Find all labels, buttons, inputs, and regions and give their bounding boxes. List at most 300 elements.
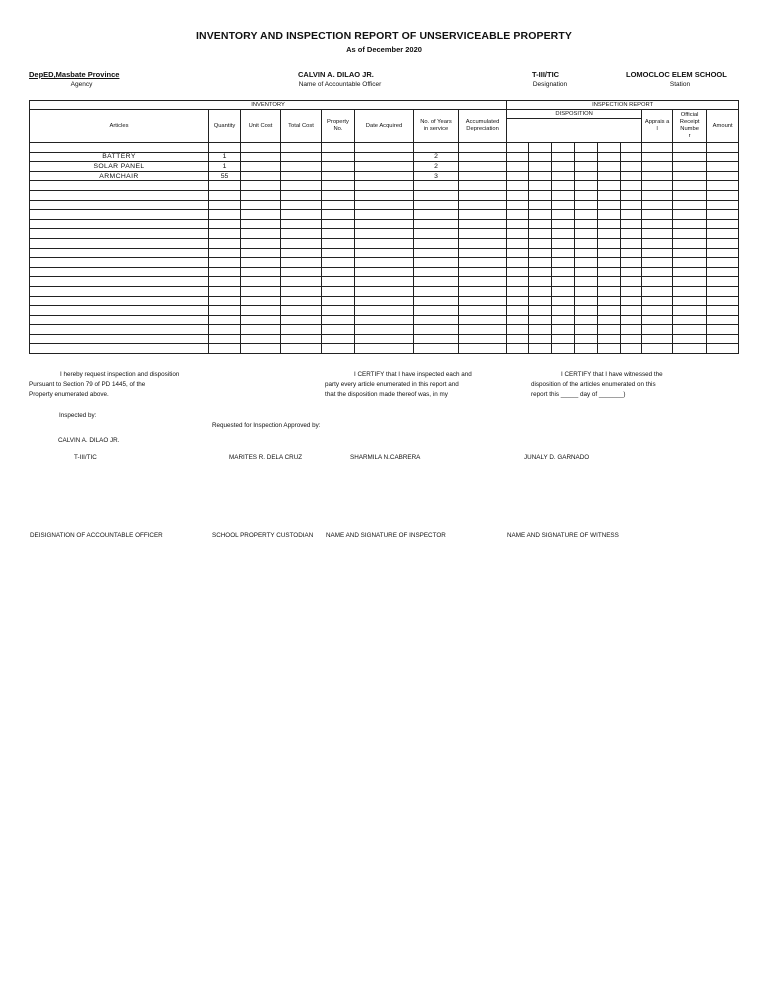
table-cell [707,210,739,220]
table-cell [673,152,707,162]
table-cell [355,171,414,181]
table-row [30,334,739,344]
table-cell [575,277,598,287]
inspection-header: INSPECTION REPORT [507,101,739,110]
table-cell [575,296,598,306]
table-row [30,200,739,210]
table-cell [575,152,598,162]
report-title: INVENTORY AND INSPECTION REPORT OF UNSERVICEABLE PROPERTY [196,30,572,42]
table-cell [241,277,281,287]
table-cell [209,296,241,306]
table-cell [414,296,459,306]
table-cell [621,248,642,258]
designation-value: T-III/TIC [532,70,560,79]
table-cell [241,171,281,181]
col-depreciation: Accumulated Depreciation [459,110,507,143]
table-cell [209,181,241,191]
table-cell [707,306,739,316]
table-cell [322,171,355,181]
table-cell [459,181,507,191]
table-cell [30,315,209,325]
table-cell [621,325,642,335]
table-cell [552,296,575,306]
table-cell [241,190,281,200]
table-cell [621,296,642,306]
table-cell [575,248,598,258]
table-cell [414,190,459,200]
table-cell [281,286,322,296]
table-cell [322,286,355,296]
table-cell [209,200,241,210]
table-cell [507,267,529,277]
table-cell [529,210,552,220]
approved-by-label: Requested for Inspection Approved by: [212,422,321,429]
table-cell [507,344,529,354]
table-cell [621,200,642,210]
table-cell [621,210,642,220]
table-cell [459,219,507,229]
label-accountable-officer: DEISIGNATION OF ACCOUNTABLE OFFICER [30,532,163,539]
table-row [30,286,739,296]
table-row [30,219,739,229]
table-row [30,210,739,220]
table-cell [209,334,241,344]
table-cell [241,248,281,258]
witness-name: JUNALY D. GARNADO [524,454,590,461]
table-cell [575,238,598,248]
table-cell [459,267,507,277]
table-cell [529,229,552,239]
table-cell [355,325,414,335]
cell-years: 2 [414,162,459,172]
table-cell [241,238,281,248]
table-cell [209,190,241,200]
table-cell [552,334,575,344]
table-cell [30,306,209,316]
table-cell [281,296,322,306]
table-cell [598,190,621,200]
table-row [30,171,739,181]
table-cell [459,334,507,344]
table-cell [598,143,621,153]
table-cell [507,152,529,162]
table-cell [322,344,355,354]
table-cell [355,267,414,277]
table-cell [621,238,642,248]
table-cell [673,306,707,316]
table-cell [281,181,322,191]
table-cell [707,325,739,335]
table-cell [707,219,739,229]
table-cell [552,181,575,191]
table-cell [621,267,642,277]
cell-quantity: 55 [209,171,241,181]
table-cell [529,238,552,248]
table-cell [322,296,355,306]
disposition-body [507,119,642,143]
table-cell [575,267,598,277]
table-cell [529,258,552,268]
table-cell [281,325,322,335]
table-cell [621,229,642,239]
table-cell [281,143,322,153]
table-cell [642,210,673,220]
table-cell [598,296,621,306]
table-cell [598,200,621,210]
table-cell [529,306,552,316]
table-cell [552,190,575,200]
table-cell [673,258,707,268]
table-cell [459,152,507,162]
station-label: Station [669,81,691,88]
col-property-no: Property No. [322,110,355,143]
table-cell [241,143,281,153]
table-cell [322,152,355,162]
table-cell [414,286,459,296]
table-row [30,344,739,354]
table-cell [621,344,642,354]
table-row [30,181,739,191]
table-cell [529,267,552,277]
table-cell [414,238,459,248]
table-cell [355,229,414,239]
col-amount: Amount [707,110,739,143]
witness-line-1: I CERTIFY that I have witnessed the [561,371,663,378]
table-cell [575,200,598,210]
table-cell [507,143,529,153]
designation-label: Designation [532,81,568,88]
table-cell [30,190,209,200]
table-cell [281,277,322,287]
table-cell [322,181,355,191]
table-cell [414,248,459,258]
table-cell [209,210,241,220]
table-cell [621,171,642,181]
table-cell [575,143,598,153]
col-quantity: Quantity [209,110,241,143]
table-cell [414,219,459,229]
table-row [30,267,739,277]
table-cell [30,181,209,191]
table-cell [355,248,414,258]
table-cell [459,296,507,306]
table-cell [621,334,642,344]
table-cell [241,267,281,277]
table-cell [673,286,707,296]
table-cell [552,210,575,220]
table-cell [552,248,575,258]
cell-article: BATTERY [30,152,209,162]
table-cell [673,267,707,277]
cell-years: 2 [414,152,459,162]
table-cell [507,162,529,172]
col-unit-cost: Unit Cost [241,110,281,143]
table-cell [281,162,322,172]
table-cell [241,181,281,191]
table-cell [355,143,414,153]
table-row [30,296,739,306]
table-row [30,152,739,162]
table-cell [707,143,739,153]
table-cell [642,306,673,316]
table-cell [598,334,621,344]
table-cell [241,334,281,344]
table-cell [281,210,322,220]
officer-name: CALVIN A. DILAO JR. [58,437,120,444]
table-cell [322,143,355,153]
table-cell [598,171,621,181]
table-cell [575,162,598,172]
table-cell [552,152,575,162]
table-cell [355,238,414,248]
table-cell [598,181,621,191]
table-cell [621,162,642,172]
table-cell [642,190,673,200]
table-cell [642,248,673,258]
table-cell [707,162,739,172]
table-cell [707,315,739,325]
table-cell [322,190,355,200]
table-cell [552,162,575,172]
table-cell [552,219,575,229]
table-cell [241,162,281,172]
table-cell [30,210,209,220]
table-cell [459,143,507,153]
table-cell [281,344,322,354]
table-cell [241,325,281,335]
col-official-receipt: Official Receipt Numbe r [673,110,707,143]
table-cell [241,152,281,162]
table-cell [673,162,707,172]
table-cell [209,325,241,335]
table-cell [642,171,673,181]
table-cell [355,162,414,172]
table-cell [241,344,281,354]
table-cell [459,162,507,172]
table-cell [507,171,529,181]
table-cell [621,277,642,287]
table-cell [673,181,707,191]
table-cell [241,296,281,306]
table-cell [30,200,209,210]
table-cell [355,152,414,162]
table-cell [355,210,414,220]
table-cell [281,248,322,258]
table-cell [322,238,355,248]
table-cell [552,143,575,153]
table-cell [529,325,552,335]
table-cell [642,229,673,239]
table-cell [552,286,575,296]
table-cell [621,315,642,325]
disposition-header: DISPOSITION [507,110,642,119]
table-cell [642,325,673,335]
table-cell [414,258,459,268]
table-cell [459,325,507,335]
station-value: LOMOCLOC ELEM SCHOOL [626,70,727,79]
table-cell [507,277,529,287]
table-cell [673,143,707,153]
table-cell [30,286,209,296]
table-cell [598,286,621,296]
label-property-custodian: SCHOOL PROPERTY CUSTODIAN [212,532,314,539]
table-cell [355,219,414,229]
table-cell [459,190,507,200]
table-cell [707,277,739,287]
table-cell [322,210,355,220]
table-cell [414,210,459,220]
table-cell [621,219,642,229]
col-date-acquired: Date Acquired [355,110,414,143]
table-cell [355,277,414,287]
table-cell [552,344,575,354]
table-cell [209,258,241,268]
table-cell [241,219,281,229]
table-cell [598,162,621,172]
table-cell [30,258,209,268]
col-total-cost: Total Cost [281,110,322,143]
table-cell [552,267,575,277]
col-appraisal: Apprais a l [642,110,673,143]
table-cell [322,248,355,258]
table-cell [575,344,598,354]
table-cell [529,143,552,153]
table-row [30,238,739,248]
inventory-table [29,100,739,354]
table-cell [598,219,621,229]
agency-value: DepED,Masbate Province [29,70,120,79]
cell-quantity: 1 [209,162,241,172]
table-cell [507,229,529,239]
table-cell [355,286,414,296]
table-cell [642,219,673,229]
table-cell [507,219,529,229]
table-cell [642,277,673,287]
table-cell [30,219,209,229]
table-cell [529,248,552,258]
table-cell [355,200,414,210]
table-cell [507,315,529,325]
col-years: No. of Years in service [414,110,459,143]
table-cell [281,171,322,181]
table-cell [552,306,575,316]
table-cell [552,238,575,248]
table-cell [598,306,621,316]
officer-value: CALVIN A. DILAO JR. [298,70,374,79]
table-cell [30,344,209,354]
custodian-name: MARITES R. DELA CRUZ [229,454,303,461]
table-cell [459,229,507,239]
table-cell [529,162,552,172]
inspected-by-label: Inspected by: [59,412,97,419]
table-cell [459,344,507,354]
table-cell [707,296,739,306]
cell-years: 3 [414,171,459,181]
table-cell [209,143,241,153]
table-cell [673,219,707,229]
table-cell [30,143,209,153]
table-cell [459,248,507,258]
table-cell [507,325,529,335]
table-cell [598,210,621,220]
request-line-2: Pursuant to Section 79 of PD 1445, of the [29,381,146,388]
request-line-3: Property enumerated above. [29,391,109,398]
table-cell [459,306,507,316]
table-cell [507,190,529,200]
cell-article: SOLAR PANEL [30,162,209,172]
table-cell [355,181,414,191]
table-cell [281,306,322,316]
table-cell [529,296,552,306]
table-cell [598,325,621,335]
table-cell [642,143,673,153]
table-cell [355,190,414,200]
table-cell [30,334,209,344]
table-cell [459,171,507,181]
table-cell [414,267,459,277]
table-cell [209,248,241,258]
table-cell [529,344,552,354]
table-cell [529,181,552,191]
table-cell [507,238,529,248]
table-cell [673,238,707,248]
table-cell [414,344,459,354]
table-cell [281,258,322,268]
table-cell [673,229,707,239]
table-cell [529,315,552,325]
table-row [30,306,739,316]
table-cell [507,181,529,191]
table-cell [552,325,575,335]
table-cell [621,258,642,268]
table-cell [621,181,642,191]
table-cell [507,258,529,268]
table-cell [281,238,322,248]
table-cell [507,334,529,344]
table-cell [642,238,673,248]
table-cell [414,200,459,210]
table-cell [529,152,552,162]
table-row [30,162,739,172]
table-cell [281,200,322,210]
report-subtitle: As of December 2020 [346,45,422,54]
table-row [30,248,739,258]
table-cell [621,306,642,316]
table-cell [281,267,322,277]
table-cell [707,344,739,354]
table-cell [529,190,552,200]
table-cell [575,229,598,239]
inspector-name: SHARMILA N.CABRERA [350,454,421,461]
table-cell [673,210,707,220]
table-cell [673,344,707,354]
table-cell [673,171,707,181]
table-cell [459,258,507,268]
table-cell [414,229,459,239]
table-cell [322,229,355,239]
table-cell [209,306,241,316]
certify-line-1: I CERTIFY that I have inspected each and [354,371,472,378]
table-cell [322,325,355,335]
table-cell [209,344,241,354]
table-cell [642,152,673,162]
table-cell [529,171,552,181]
table-cell [414,306,459,316]
table-cell [575,219,598,229]
table-cell [30,296,209,306]
table-cell [598,152,621,162]
table-cell [642,267,673,277]
